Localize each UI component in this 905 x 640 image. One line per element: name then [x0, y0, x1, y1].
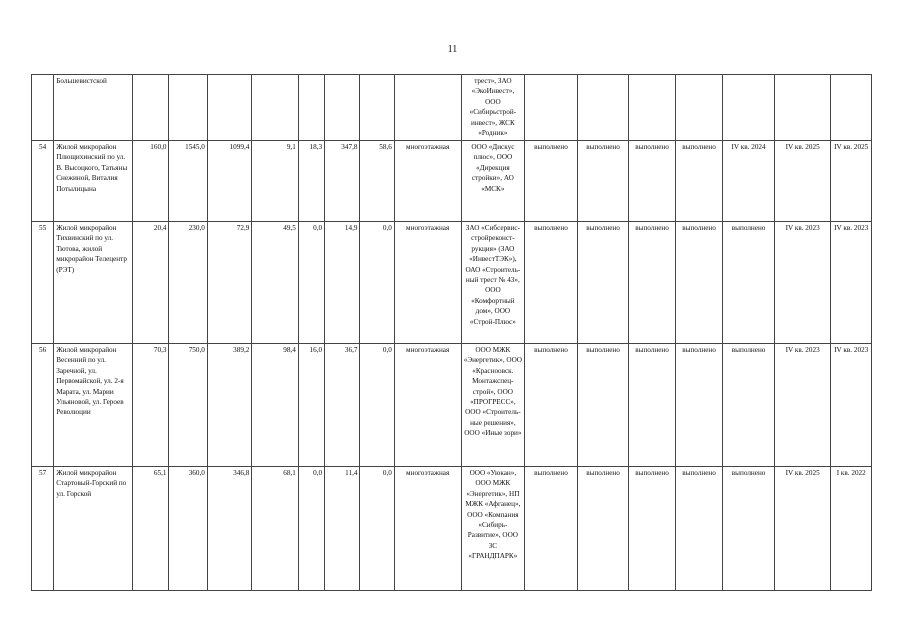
- value-cell: 0,0: [298, 222, 324, 344]
- object-name: Жилой микрорайон Весенний по ул. Заречной, ул. Первомайской, ул. 2-я Марата, ул. Марии Ульяновой, ул. Героев Революции: [54, 344, 133, 467]
- value-cell: 389,2: [207, 344, 251, 467]
- value-cell: 58,6: [360, 141, 394, 222]
- status-cell: выполнено: [675, 344, 723, 467]
- row-number: 54: [32, 141, 54, 222]
- deadline-cell: IV кв. 2023: [774, 344, 831, 467]
- status-cell: выполнено: [525, 467, 578, 591]
- row-number: 55: [32, 222, 54, 344]
- status-cell: выполнено: [577, 344, 629, 467]
- object-name: Большевистской: [54, 75, 133, 141]
- value-cell: 65,1: [133, 467, 169, 591]
- status-cell: выполнено: [577, 467, 629, 591]
- value-cell: 160,0: [133, 141, 169, 222]
- table-row: [32, 344, 872, 467]
- status-cell: выполнено: [675, 141, 723, 222]
- status-cell: выполнено: [629, 344, 675, 467]
- deadline-cell: IV кв. 2023: [831, 222, 872, 344]
- table-row: [32, 222, 872, 344]
- table-row: [32, 141, 872, 222]
- developer-cell: ООО «Дискус плюс», ООО «Дирекция стройки», АО «МСК»: [461, 141, 525, 222]
- status-cell: выполнено: [675, 467, 723, 591]
- table-row-continuation: [32, 75, 872, 141]
- status-cell: выполнено: [525, 222, 578, 344]
- deadline-cell: IV кв. 2025: [774, 467, 831, 591]
- building-type: многоэтажная: [394, 141, 461, 222]
- construction-table: [31, 74, 872, 591]
- value-cell: 11,4: [325, 467, 360, 591]
- value-cell: 0,0: [360, 222, 394, 344]
- deadline-cell: IV кв. 2025: [774, 141, 831, 222]
- value-cell: 70,3: [133, 344, 169, 467]
- developer-cell: ЗАО «Сибсервис-стройреконст-рукция» (ЗАО «ИнвестТЭК»), ОАО «Строитель-ный трест № 43», ООО «Комфортный дом», ООО «Строй-Плюс»: [461, 222, 525, 344]
- deadline-cell: IV кв. 2024: [723, 141, 775, 222]
- building-type: многоэтажная: [394, 222, 461, 344]
- value-cell: 20,4: [133, 222, 169, 344]
- value-cell: 360,0: [169, 467, 207, 591]
- building-type: многоэтажная: [394, 467, 461, 591]
- value-cell: 49,5: [252, 222, 298, 344]
- value-cell: 72,9: [207, 222, 251, 344]
- deadline-cell: I кв. 2022: [831, 467, 872, 591]
- value-cell: 14,9: [325, 222, 360, 344]
- developer-cell: трест», ЗАО «ЭкоИнвест», ООО «Сибирьстрой-инвест», ЖСК «Родник»: [461, 75, 525, 141]
- value-cell: 0,0: [360, 467, 394, 591]
- object-name: Жилой микрорайон Стартовый-Горский по ул. Горской: [54, 467, 133, 591]
- value-cell: 68,1: [252, 467, 298, 591]
- value-cell: 1545,0: [169, 141, 207, 222]
- value-cell: 0,0: [298, 467, 324, 591]
- status-cell: выполнено: [629, 467, 675, 591]
- table-row: [32, 467, 872, 591]
- value-cell: 9,1: [252, 141, 298, 222]
- value-cell: 0,0: [360, 344, 394, 467]
- value-cell: 346,8: [207, 467, 251, 591]
- value-cell: 18,3: [298, 141, 324, 222]
- status-cell: выполнено: [525, 141, 578, 222]
- page-number: 11: [447, 44, 458, 55]
- object-name: Жилой микрорайон Тихвинский по ул. Тютова, жилой микрорайон Телецентр (РЭТ): [54, 222, 133, 344]
- deadline-cell: выполнено: [723, 344, 775, 467]
- value-cell: 230,0: [169, 222, 207, 344]
- developer-cell: ООО МЖК «Энергетик», ООО «Красноовск. Монтажспец-строй», ООО «ПРОГРЕСС», ООО «Строитель-ные решения», ООО «Иные зори»: [461, 344, 525, 467]
- status-cell: выполнено: [525, 344, 578, 467]
- building-type: многоэтажная: [394, 344, 461, 467]
- object-name: Жилой микрорайон Плющихинский по ул. В. Высоцкого, Татьяны Снежиной, Виталия Потылицына: [54, 141, 133, 222]
- deadline-cell: IV кв. 2023: [831, 344, 872, 467]
- value-cell: 16,0: [298, 344, 324, 467]
- status-cell: выполнено: [629, 141, 675, 222]
- deadline-cell: IV кв. 2023: [774, 222, 831, 344]
- deadline-cell: IV кв. 2025: [831, 141, 872, 222]
- value-cell: 98,4: [252, 344, 298, 467]
- developer-cell: ООО «Уюкан», ООО МЖК «Энергетик», НП МЖК «Афганец», ООО «Компания «Сибирь-Развитие», ООО ЗС «ГРАНДПАРК»: [461, 467, 525, 591]
- row-number: 56: [32, 344, 54, 467]
- deadline-cell: выполнено: [723, 222, 775, 344]
- value-cell: 347,8: [325, 141, 360, 222]
- row-number: 57: [32, 467, 54, 591]
- status-cell: выполнено: [629, 222, 675, 344]
- value-cell: 1099,4: [207, 141, 251, 222]
- status-cell: выполнено: [577, 141, 629, 222]
- deadline-cell: выполнено: [723, 467, 775, 591]
- value-cell: 750,0: [169, 344, 207, 467]
- value-cell: 36,7: [325, 344, 360, 467]
- status-cell: выполнено: [577, 222, 629, 344]
- status-cell: выполнено: [675, 222, 723, 344]
